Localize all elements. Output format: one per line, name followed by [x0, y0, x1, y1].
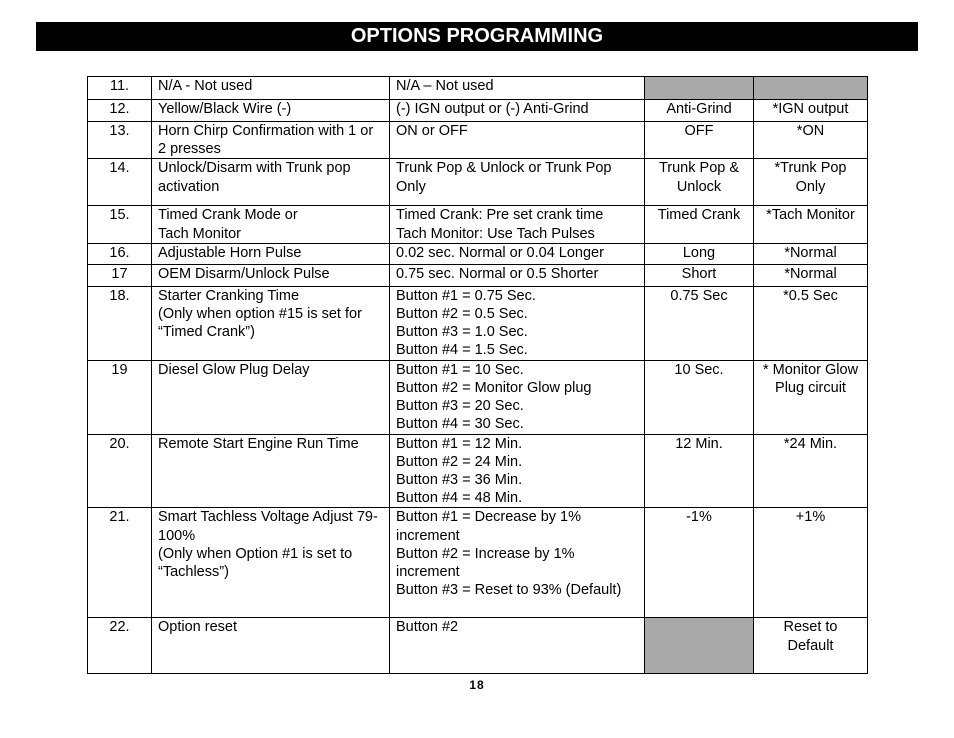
option-feature: Diesel Glow Plug Delay [152, 360, 390, 434]
option-setting-a: 10 Sec. [645, 360, 754, 434]
option-feature: Smart Tachless Voltage Adjust 79-100% (Only when Option #1 is set to “Tachless”) [152, 508, 390, 618]
option-setting-b: *24 Min. [754, 434, 868, 508]
option-setting-a: 12 Min. [645, 434, 754, 508]
option-setting-a [645, 618, 754, 674]
table-row [88, 122, 868, 159]
table-row [88, 100, 868, 122]
option-feature: Timed Crank Mode or Tach Monitor [152, 206, 390, 243]
option-setting-b: +1% [754, 508, 868, 618]
option-number: 13. [88, 122, 152, 159]
table-row [88, 508, 868, 618]
option-number: 20. [88, 434, 152, 508]
table-row [88, 286, 868, 360]
option-feature: N/A - Not used [152, 77, 390, 100]
option-feature: Remote Start Engine Run Time [152, 434, 390, 508]
option-setting-b: *Normal [754, 264, 868, 286]
option-number: 21. [88, 508, 152, 618]
option-setting-b: * Monitor Glow Plug circuit [754, 360, 868, 434]
option-setting-a: 0.75 Sec [645, 286, 754, 360]
option-settings: ON or OFF [390, 122, 645, 159]
option-number: 14. [88, 159, 152, 206]
table-row [88, 434, 868, 508]
options-table [87, 76, 868, 674]
table-row [88, 264, 868, 286]
option-setting-a: Timed Crank [645, 206, 754, 243]
option-setting-b: *ON [754, 122, 868, 159]
option-setting-a: Long [645, 243, 754, 264]
option-feature: OEM Disarm/Unlock Pulse [152, 264, 390, 286]
option-number: 17 [88, 264, 152, 286]
option-number: 19 [88, 360, 152, 434]
option-settings: Timed Crank: Pre set crank time Tach Monitor: Use Tach Pulses [390, 206, 645, 243]
option-setting-b: Reset to Default [754, 618, 868, 674]
option-setting-b: *Trunk Pop Only [754, 159, 868, 206]
option-settings: Button #1 = 0.75 Sec. Button #2 = 0.5 Sec. Button #3 = 1.0 Sec. Button #4 = 1.5 Sec. [390, 286, 645, 360]
table-row [88, 243, 868, 264]
option-number: 12. [88, 100, 152, 122]
option-feature: Horn Chirp Confirmation with 1 or 2 presses [152, 122, 390, 159]
option-number: 15. [88, 206, 152, 243]
option-setting-b: *IGN output [754, 100, 868, 122]
table-row [88, 618, 868, 674]
option-setting-b: *0.5 Sec [754, 286, 868, 360]
option-number: 18. [88, 286, 152, 360]
option-settings: 0.75 sec. Normal or 0.5 Shorter [390, 264, 645, 286]
option-settings: N/A – Not used [390, 77, 645, 100]
table-row [88, 360, 868, 434]
option-setting-a: Anti-Grind [645, 100, 754, 122]
option-setting-b: *Tach Monitor [754, 206, 868, 243]
option-feature: Starter Cranking Time (Only when option #15 is set for “Timed Crank”) [152, 286, 390, 360]
option-setting-a: -1% [645, 508, 754, 618]
option-number: 22. [88, 618, 152, 674]
option-settings: Trunk Pop & Unlock or Trunk Pop Only [390, 159, 645, 206]
option-settings: Button #2 [390, 618, 645, 674]
option-setting-a: Short [645, 264, 754, 286]
option-settings: Button #1 = 10 Sec. Button #2 = Monitor Glow plug Button #3 = 20 Sec. Button #4 = 30 Sec. [390, 360, 645, 434]
option-setting-b [754, 77, 868, 100]
page-title: OPTIONS PROGRAMMING [36, 22, 918, 51]
option-settings: Button #1 = 12 Min. Button #2 = 24 Min. Button #3 = 36 Min. Button #4 = 48 Min. [390, 434, 645, 508]
option-settings: Button #1 = Decrease by 1% increment Button #2 = Increase by 1% increment Button #3 = Reset to 93% (Default) [390, 508, 645, 618]
option-settings: 0.02 sec. Normal or 0.04 Longer [390, 243, 645, 264]
option-feature: Unlock/Disarm with Trunk pop activation [152, 159, 390, 206]
option-number: 16. [88, 243, 152, 264]
page-number: 18 [469, 678, 485, 692]
option-feature: Option reset [152, 618, 390, 674]
option-feature: Yellow/Black Wire (-) [152, 100, 390, 122]
table-row [88, 77, 868, 100]
option-number: 11. [88, 77, 152, 100]
option-setting-a: OFF [645, 122, 754, 159]
table-row [88, 206, 868, 243]
option-setting-a [645, 77, 754, 100]
option-setting-a: Trunk Pop & Unlock [645, 159, 754, 206]
table-row [88, 159, 868, 206]
option-feature: Adjustable Horn Pulse [152, 243, 390, 264]
option-settings: (-) IGN output or (-) Anti-Grind [390, 100, 645, 122]
option-setting-b: *Normal [754, 243, 868, 264]
